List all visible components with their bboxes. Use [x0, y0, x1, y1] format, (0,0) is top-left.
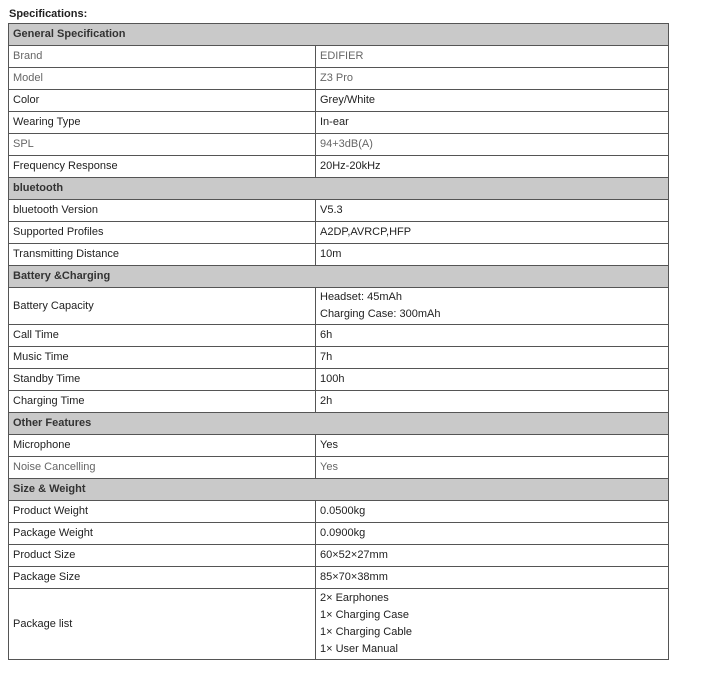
table-row [9, 244, 669, 266]
spec-value [316, 523, 669, 545]
spec-label: Product Weight [9, 501, 316, 523]
table-row [9, 68, 669, 90]
spec-value [316, 134, 669, 156]
spec-value [316, 90, 669, 112]
spec-value-line: 1× Charging Case [320, 609, 409, 621]
spec-value-line: 2h [320, 395, 333, 407]
spec-value-line: A2DP,AVRCP,HFP [320, 226, 412, 238]
spec-value [316, 589, 669, 660]
spec-value-line: Z3 Pro [320, 72, 354, 84]
table-row [9, 501, 669, 523]
spec-label: Model [9, 68, 316, 90]
table-row [9, 134, 669, 156]
spec-value-line: 100h [320, 373, 345, 385]
spec-label: Package Weight [9, 523, 316, 545]
spec-label: Supported Profiles [9, 222, 316, 244]
spec-value-line: 60×52×27mm [320, 549, 388, 561]
spec-value-line: 6h [320, 329, 333, 341]
spec-label: Music Time [9, 347, 316, 369]
section-header-row [9, 266, 669, 288]
table-row [9, 90, 669, 112]
spec-value [316, 200, 669, 222]
spec-label: Wearing Type [9, 112, 316, 134]
spec-label: Package list [9, 589, 316, 660]
spec-value-line: 2× Earphones [320, 592, 389, 604]
spec-value [316, 435, 669, 457]
spec-label: Product Size [9, 545, 316, 567]
spec-value-line: Charging Case: 300mAh [320, 308, 441, 320]
table-row [9, 567, 669, 589]
spec-value [316, 567, 669, 589]
spec-label: Charging Time [9, 391, 316, 413]
section-header: General Specification [9, 24, 669, 46]
table-row [9, 112, 669, 134]
spec-label: Noise Cancelling [9, 457, 316, 479]
spec-label: Microphone [9, 435, 316, 457]
spec-label: Transmitting Distance [9, 244, 316, 266]
table-row [9, 435, 669, 457]
spec-label: Call Time [9, 325, 316, 347]
table-row [9, 369, 669, 391]
section-header-row [9, 24, 669, 46]
table-row [9, 391, 669, 413]
table-row [9, 545, 669, 567]
spec-label: Battery Capacity [9, 288, 316, 325]
spec-value [316, 112, 669, 134]
spec-label: Standby Time [9, 369, 316, 391]
section-header-row [9, 413, 669, 435]
spec-value [316, 391, 669, 413]
spec-value-line: Yes [320, 461, 338, 473]
spec-value-line: 0.0500kg [320, 505, 366, 517]
spec-value-line: In-ear [320, 116, 349, 128]
table-row [9, 222, 669, 244]
spec-value [316, 347, 669, 369]
spec-label: Color [9, 90, 316, 112]
spec-label: SPL [9, 134, 316, 156]
table-row [9, 457, 669, 479]
spec-value [316, 68, 669, 90]
spec-value-line: 7h [320, 351, 333, 363]
section-header-row [9, 178, 669, 200]
spec-value-line: Yes [320, 439, 338, 451]
table-row [9, 523, 669, 545]
spec-value-line: V5.3 [320, 204, 343, 216]
spec-value-line: 85×70×38mm [320, 571, 388, 583]
section-header: Battery &Charging [9, 266, 669, 288]
spec-value-line: 10m [320, 248, 342, 260]
section-header-row [9, 479, 669, 501]
table-row [9, 325, 669, 347]
section-header: bluetooth [9, 178, 669, 200]
spec-label: bluetooth Version [9, 200, 316, 222]
spec-value [316, 222, 669, 244]
table-row [9, 46, 669, 68]
section-header: Size & Weight [9, 479, 669, 501]
table-row [9, 347, 669, 369]
table-row [9, 156, 669, 178]
specifications-table [8, 23, 669, 660]
spec-value [316, 457, 669, 479]
spec-value [316, 545, 669, 567]
section-header: Other Features [9, 413, 669, 435]
spec-value-line: 1× Charging Cable [320, 626, 413, 638]
spec-value-line: 0.0900kg [320, 527, 366, 539]
spec-value-line: 1× User Manual [320, 643, 398, 655]
spec-value-line: Grey/White [320, 94, 376, 106]
spec-value [316, 325, 669, 347]
table-row [9, 200, 669, 222]
spec-value-line: 20Hz-20kHz [320, 160, 381, 172]
table-row [9, 589, 669, 660]
spec-label: Frequency Response [9, 156, 316, 178]
spec-value-line: Headset: 45mAh [320, 291, 402, 303]
spec-value [316, 46, 669, 68]
table-row [9, 288, 669, 325]
spec-value [316, 288, 669, 325]
page-title: Specifications: [9, 8, 88, 20]
spec-label: Brand [9, 46, 316, 68]
spec-value [316, 156, 669, 178]
spec-value-line: EDIFIER [320, 50, 364, 62]
spec-value-line: 94+3dB(A) [320, 138, 373, 150]
specifications-table-body [9, 24, 669, 660]
spec-value [316, 501, 669, 523]
spec-value [316, 244, 669, 266]
spec-label: Package Size [9, 567, 316, 589]
spec-value [316, 369, 669, 391]
